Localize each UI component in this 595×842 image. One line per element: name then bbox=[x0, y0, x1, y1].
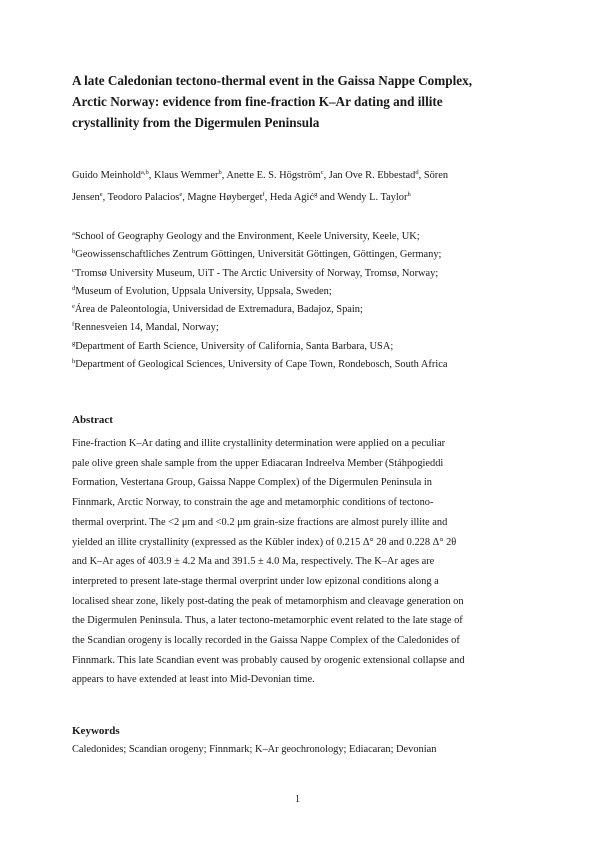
affiliation: $^g$Department of Earth Science, University of California, Santa Barbara, USA; bbox=[72, 339, 394, 352]
abstract-line: localised shear zone, likely post-dating the peak of metamorphism and cleavage generation on bbox=[72, 595, 464, 607]
author: Magne Høyberget$^f$ bbox=[187, 191, 265, 203]
affiliation: $^a$School of Geography Geology and the Environment, Keele University, Keele, UK; bbox=[72, 230, 420, 242]
abstract-line: and K–Ar ages of 403.9 ± 4.2 Ma and 391.5 ± 4.0 Ma, respectively. The K–Ar ages are bbox=[72, 556, 435, 568]
author: Heda Agić$^g$ bbox=[269, 191, 318, 203]
affiliation: $^c$Tromsø University Museum, UiT - The Arctic University of Norway, Tromsø, Norway; bbox=[72, 266, 439, 279]
abstract-line: Formation, Vestertana Group, Gaissa Nappe Complex) of the Digermulen Peninsula in bbox=[72, 477, 432, 489]
author: Klaus Wemmer$^b$ bbox=[153, 169, 222, 181]
author: Anette E. S. Högström$^c$ bbox=[226, 169, 324, 181]
affiliation: $^f$Rennesveien 14, Mandal, Norway; bbox=[72, 321, 219, 334]
author-list: Guido Meinhold$^{a,b}$, Klaus Wemmer$^b$, Anette E. S. Högström$^c$, Jan Ove R. Ebbestad$^d$, Sören Jensen$^e$, Teodoro Palacios$^e$, Magne Høyberget$^f$, Heda Agić$^g$ and Wendy L. Taylor$^h$ bbox=[72, 169, 449, 203]
title-line: Arctic Norway: evidence from fine-fraction K–Ar dating and illite bbox=[72, 94, 443, 109]
keywords: Caledonides; Scandian orogeny; Finnmark; K–Ar geochronology; Ediacaran; Devonian bbox=[72, 744, 437, 755]
title-line: A late Caledonian tectono-thermal event in the Gaissa Nappe Complex, bbox=[72, 73, 472, 88]
abstract-heading: Abstract bbox=[72, 414, 113, 426]
abstract-line: the Scandian orogeny is locally recorded in the Gaissa Nappe Complex of the Caledonides of bbox=[72, 635, 460, 647]
abstract-line: Finnmark, Arctic Norway, to constrain the age and metamorphic conditions of tectono- bbox=[72, 497, 434, 509]
abstract-line: interpreted to present late-stage thermal overprint under low epizonal conditions along a bbox=[72, 575, 439, 587]
author: Jan Ove R. Ebbestad$^d$ bbox=[328, 169, 419, 181]
author: Guido Meinhold$^{a,b}$ bbox=[72, 169, 149, 181]
paper-title bbox=[72, 70, 532, 133]
abstract-line: Finnmark. This late Scandian event was probably caused by orogenic extensional collapse and bbox=[72, 654, 465, 666]
affiliation: $^e$Área de Paleontología, Universidad de Extremadura, Badajoz, Spain; bbox=[72, 303, 363, 316]
affiliation-list bbox=[72, 228, 522, 374]
abstract-line: yielded an illite crystallinity (expressed as the Kübler index) of 0.215 Δ° 2θ and 0.228 Δ° 2θ bbox=[72, 536, 457, 548]
abstract-line: appears to have extended at least into Mid-Devonian time. bbox=[72, 674, 315, 686]
abstract-line: pale olive green shale sample from the upper Ediacaran Indreelva Member (Stáhpogieddi bbox=[72, 457, 444, 469]
abstract-line: thermal overprint. The <2 μm and <0.2 μm grain-size fractions are almost purely illite and bbox=[72, 516, 448, 528]
page-number: 1 bbox=[294, 794, 301, 805]
title-line: crystallinity from the Digermulen Peninsula bbox=[72, 115, 320, 130]
abstract-line: Fine-fraction K–Ar dating and illite crystallinity determination were applied on a peculiar bbox=[72, 438, 446, 449]
author: Sören bbox=[423, 170, 449, 181]
author: Teodoro Palacios$^e$ bbox=[107, 191, 183, 203]
affiliation: $^h$Department of Geological Sciences, University of Cape Town, Rondebosch, South Africa bbox=[72, 358, 448, 371]
author: Wendy L. Taylor$^h$ bbox=[337, 191, 411, 203]
author: Jensen$^e$ bbox=[72, 191, 103, 203]
keywords-heading: Keywords bbox=[72, 725, 120, 737]
abstract-line: the Digermulen Peninsula. Thus, a later tectono-metamorphic event related to the late stage of bbox=[72, 615, 463, 627]
affiliation: $^b$Geowissenschaftliches Zentrum Göttingen, Universität Göttingen, Göttingen, Germany; bbox=[72, 248, 442, 261]
affiliation: $^d$Museum of Evolution, Uppsala University, Uppsala, Sweden; bbox=[72, 284, 332, 297]
abstract-body bbox=[72, 434, 524, 690]
